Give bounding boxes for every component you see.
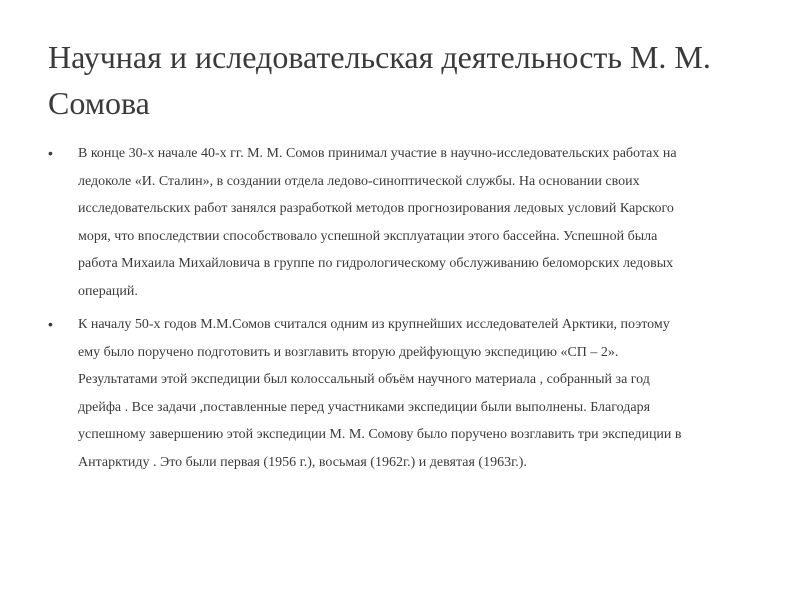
bullet-text: К началу 50-х годов М.М.Сомов считался одним из крупнейших исследователей Арктики, поэтому ему было поручено подготовить и возглавить вторую дрейфующую экспедицию «СП – 2». Результатами этой экспедиции был колоссальный объём научного материала , собранный за год дрейфа . Все задачи ,поставленные перед участниками экспедиции были выполнены. Благодаря успешному завершению этой экспедиции М. М. Сомову было поручено возглавить три экспедиции в Антарктиду . Это были первая (1956 г.), восьмая (1962г.) и девятая (1963г.). (78, 317, 682, 470)
slide-title: Научная и иследовательская деятельность М. М. Сомова (48, 39, 711, 121)
bullet-list (48, 140, 760, 482)
bullet-item (48, 311, 760, 476)
bullet-icon: • (48, 145, 53, 161)
bullet-icon: • (48, 316, 53, 332)
bullet-text: В конце 30-х начале 40-х гг. М. М. Сомов принимал участие в научно-исследовательских работах на ледоколе «И. Сталин», в создании отдела ледово-синоптической службы. На основании своих исследовательских работ занялся разработкой методов прогнозирования ледовых условий Карского моря, что впоследствии способствовало успешной эксплуатации этого бассейна. Успешной была работа Михаила Михайловича в группе по гидрологическому обслуживанию беломорских ледовых операций. (78, 146, 677, 299)
bullet-item (48, 140, 760, 305)
